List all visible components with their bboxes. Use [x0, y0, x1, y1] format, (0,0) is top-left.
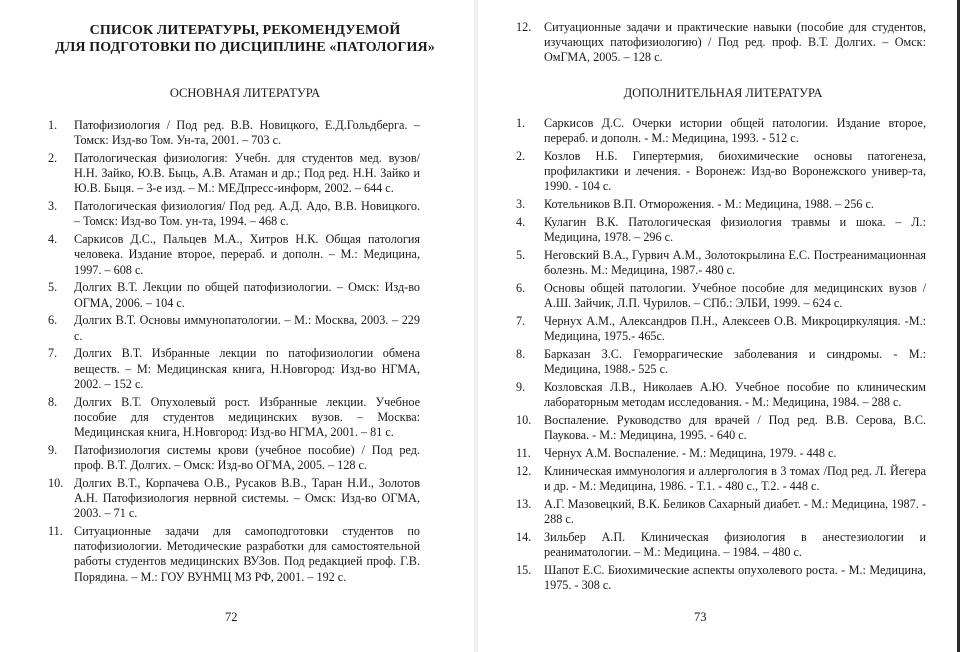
reference-text: Барказан З.С. Геморрагические заболевания и синдромы. - М.: Медицина, 1988.- 525 с. — [544, 347, 926, 377]
reference-text: Основы общей патологии. Учебное пособие для медицинских вузов / А.Ш. Зайчик, Л.П. Чурилов. – СПб.: ЭЛБИ, 1999. – 624 с. — [544, 281, 926, 311]
reference-item — [516, 563, 926, 593]
reference-item — [516, 314, 926, 344]
reference-item — [48, 476, 420, 522]
reference-text: Клиническая иммунология и аллергология в 3 томах /Под ред. Л. Йегера и др. - М.: Медицина, 1986. - Т.1. - 480 с., Т.2. - 448 с. — [544, 463, 926, 493]
reference-item — [48, 443, 420, 473]
right-page — [478, 0, 960, 652]
reference-text: Чернух А.М., Александров П.Н., Алексеев О.В. Микроциркуляция. -М.: Медицина, 1975.- 465с. — [544, 314, 926, 344]
reference-text: Долгих В.Т., Корпачева О.В., Русаков В.В., Таран Н.И., Золотов А.Н. Патофизиология нервной системы. – Омск: Изд-во ОГМА, 2003. – 71 с. — [74, 475, 420, 521]
page-title — [40, 22, 450, 56]
reference-number: 15. — [516, 562, 532, 577]
reference-item — [516, 347, 926, 377]
reference-number: 12. — [516, 463, 532, 478]
reference-item — [516, 530, 926, 560]
additional-literature-list — [516, 116, 926, 596]
reference-number: 11. — [516, 446, 531, 460]
reference-item — [48, 280, 420, 310]
reference-item — [516, 248, 926, 278]
reference-text: Козлов Н.Б. Гипертермия, биохимические основы патогенеза, профилактики и лечения. - Воронеж: Изд-во Воронежского универ-та, 1990. - 104 с. — [544, 149, 926, 194]
reference-text: Долгих В.Т. Основы иммунопатологии. – М.: Москва, 2003. – 229 с. — [74, 313, 420, 343]
reference-item — [48, 395, 420, 441]
reference-number: 2. — [516, 149, 526, 163]
reference-item — [516, 215, 926, 245]
reference-item — [48, 118, 420, 148]
reference-text: Ситуационные задачи и практические навыки (пособие для студентов, изучающих патофизиологию) / Под ред. проф. В.Т. Долгих. – Омск: ОмГМА, 2005. – 128 с. — [544, 20, 926, 65]
reference-text: Саркисов Д.С. Очерки истории общей патологии. Издание второе, перераб. и дополн. - М.: Медицина, 1993. - 512 с. — [544, 116, 926, 146]
reference-text: Воспаление. Руководство для врачей / Под ред. В.В. Серова, В.С. Паукова. - М.: Медицина, 1995. - 640 с. — [544, 413, 926, 443]
reference-text: Долгих В.Т. Опухолевый рост. Избранные лекции. Учебное пособие для студентов медицинских вузов. – Москва: Медицинская книга, Н.Новгород: Изд-во НГМА, 2001. – 81 с. — [74, 394, 420, 440]
reference-number: 9. — [48, 442, 58, 457]
reference-number: 7. — [48, 346, 58, 361]
main-literature-heading: ОСНОВНАЯ ЛИТЕРАТУРА — [169, 86, 321, 100]
reference-number: 14. — [516, 529, 532, 544]
reference-number: 4. — [48, 232, 58, 247]
reference-number: 2. — [48, 151, 58, 165]
reference-text: Саркисов Д.С., Пальцев М.А., Хитров Н.К. Общая патология человека. Издание второе, перераб. и дополн. – М.: Медицина, 1997. – 608 с. — [74, 232, 420, 277]
reference-text: Шапот Е.С. Биохимические аспекты опухолевого роста. - М.: Медицина, 1975. - 308 с. — [544, 562, 926, 592]
reference-item — [516, 446, 926, 461]
reference-text: Ситуационные задачи для самоподготовки студентов по патофизиологии. Методические разработки для самостоятельной работы студентов медицинских ВУЗов. Под редакцией проф. Г.В. Порядина. – М.: ГОУ ВУНМЦ МЗ РФ, 2001. – 192 с. — [74, 524, 420, 584]
title-line-2: ДЛЯ ПОДГОТОВКИ ПО ДИСЦИПЛИНЕ «ПАТОЛОГИЯ» — [55, 40, 435, 55]
reference-text: Долгих В.Т. Избранные лекции по патофизиологии обмена веществ. – М: Медицинская книга, Н.Новгород: Изд-во НГМА, 2002. – 152 с. — [74, 346, 420, 391]
reference-text: Патологическая физиология: Учебн. для студентов мед. вузов/ Н.Н. Зайко, Ю.В. Быць, А.В. Атаман и др.; Под ред. Н.Н. Зайко и Ю.В. Быця. – 3-е изд. – М.: МЕДпресс-информ, 2002. – 644 с. — [74, 151, 420, 196]
reference-number: 11. — [48, 524, 63, 539]
reference-item — [516, 149, 926, 195]
reference-number: 13. — [516, 496, 532, 511]
reference-number: 5. — [516, 248, 526, 262]
reference-item — [48, 346, 420, 392]
main-literature-list-continued — [516, 20, 926, 68]
reference-number: 6. — [516, 281, 526, 295]
reference-item — [48, 313, 420, 343]
reference-number: 6. — [48, 313, 58, 328]
reference-text: Кулагин В.К. Патологическая физиология травмы и шока. – Л.: Медицина, 1978. – 296 с. — [544, 215, 926, 245]
reference-number: 5. — [48, 280, 58, 295]
reference-text: Чернух А.М. Воспаление. - М.: Медицина, 1979. - 448 с. — [544, 446, 837, 460]
reference-number: 3. — [516, 197, 526, 212]
reference-number: 8. — [48, 394, 58, 409]
reference-number: 3. — [48, 199, 58, 214]
reference-text: Неговский В.А., Гурвич А.М., Золотокрылина Е.С. Постреанимационная болезнь. М.: Медицина, 1987.- 480 с. — [544, 248, 926, 278]
title-line-1: СПИСОК ЛИТЕРАТУРЫ, РЕКОМЕНДУЕМОЙ — [89, 23, 401, 38]
reference-item — [516, 413, 926, 443]
reference-text: Зильбер А.П. Клиническая физиология в анестезиологии и реаниматологии. – М.: Медицина. – 1984. – 480 с. — [544, 529, 926, 559]
reference-text: Долгих В.Т. Лекции по общей патофизиологии. – Омск: Изд-во ОГМА, 2006. – 104 с. — [74, 280, 420, 310]
reference-number: 7. — [516, 314, 526, 328]
reference-item — [516, 497, 926, 527]
reference-item — [516, 380, 926, 410]
reference-text: Патологическая физиология/ Под ред. А.Д. Адо, В.В. Новицкого. – Томск: Изд-во Том. ун-та, 1994. – 468 с. — [74, 199, 420, 229]
reference-number: 1. — [48, 118, 58, 132]
reference-item — [516, 116, 926, 146]
reference-text: Козловская Л.В., Николаев А.Ю. Учебное пособие по клиническим лабораторным методам исследования. - М.: Медицина, 1984. – 288 с. — [544, 380, 926, 410]
reference-item — [516, 464, 926, 494]
reference-number: 10. — [48, 475, 64, 490]
reference-item — [48, 524, 420, 585]
page-number-left: 72 — [225, 610, 238, 624]
reference-item — [516, 197, 926, 212]
reference-number: 10. — [516, 413, 532, 427]
reference-number: 4. — [516, 215, 526, 229]
additional-literature-heading: ДОПОЛНИТЕЛЬНАЯ ЛИТЕРАТУРА — [623, 86, 823, 100]
reference-item — [48, 199, 420, 229]
left-page — [0, 0, 474, 652]
reference-item — [516, 20, 926, 66]
reference-number: 9. — [516, 380, 526, 394]
reference-item — [48, 151, 420, 197]
reference-number: 8. — [516, 347, 526, 361]
page-number-right: 73 — [694, 610, 707, 624]
reference-text: А.Г. Мазовецкий, В.К. Беликов Сахарный диабет. - М.: Медицина, 1987. - 288 с. — [544, 496, 926, 526]
reference-number: 12. — [516, 20, 532, 34]
reference-item — [48, 232, 420, 278]
reference-item — [516, 281, 926, 311]
reference-text: Патофизиология / Под ред. В.В. Новицкого, Е.Д.Гольдберга. – Томск: Изд-во Том. Ун-та, 2001. – 703 с. — [74, 118, 420, 148]
reference-text: Патофизиология системы крови (учебное пособие) / Под ред. проф. В.Т. Долгих. – Омск: Изд-во ОГМА, 2005. – 128 с. — [74, 442, 420, 473]
main-literature-list — [48, 118, 420, 587]
reference-text: Котельников В.П. Отморожения. - М.: Медицина, 1988. – 256 с. — [544, 197, 874, 212]
reference-number: 1. — [516, 116, 526, 130]
